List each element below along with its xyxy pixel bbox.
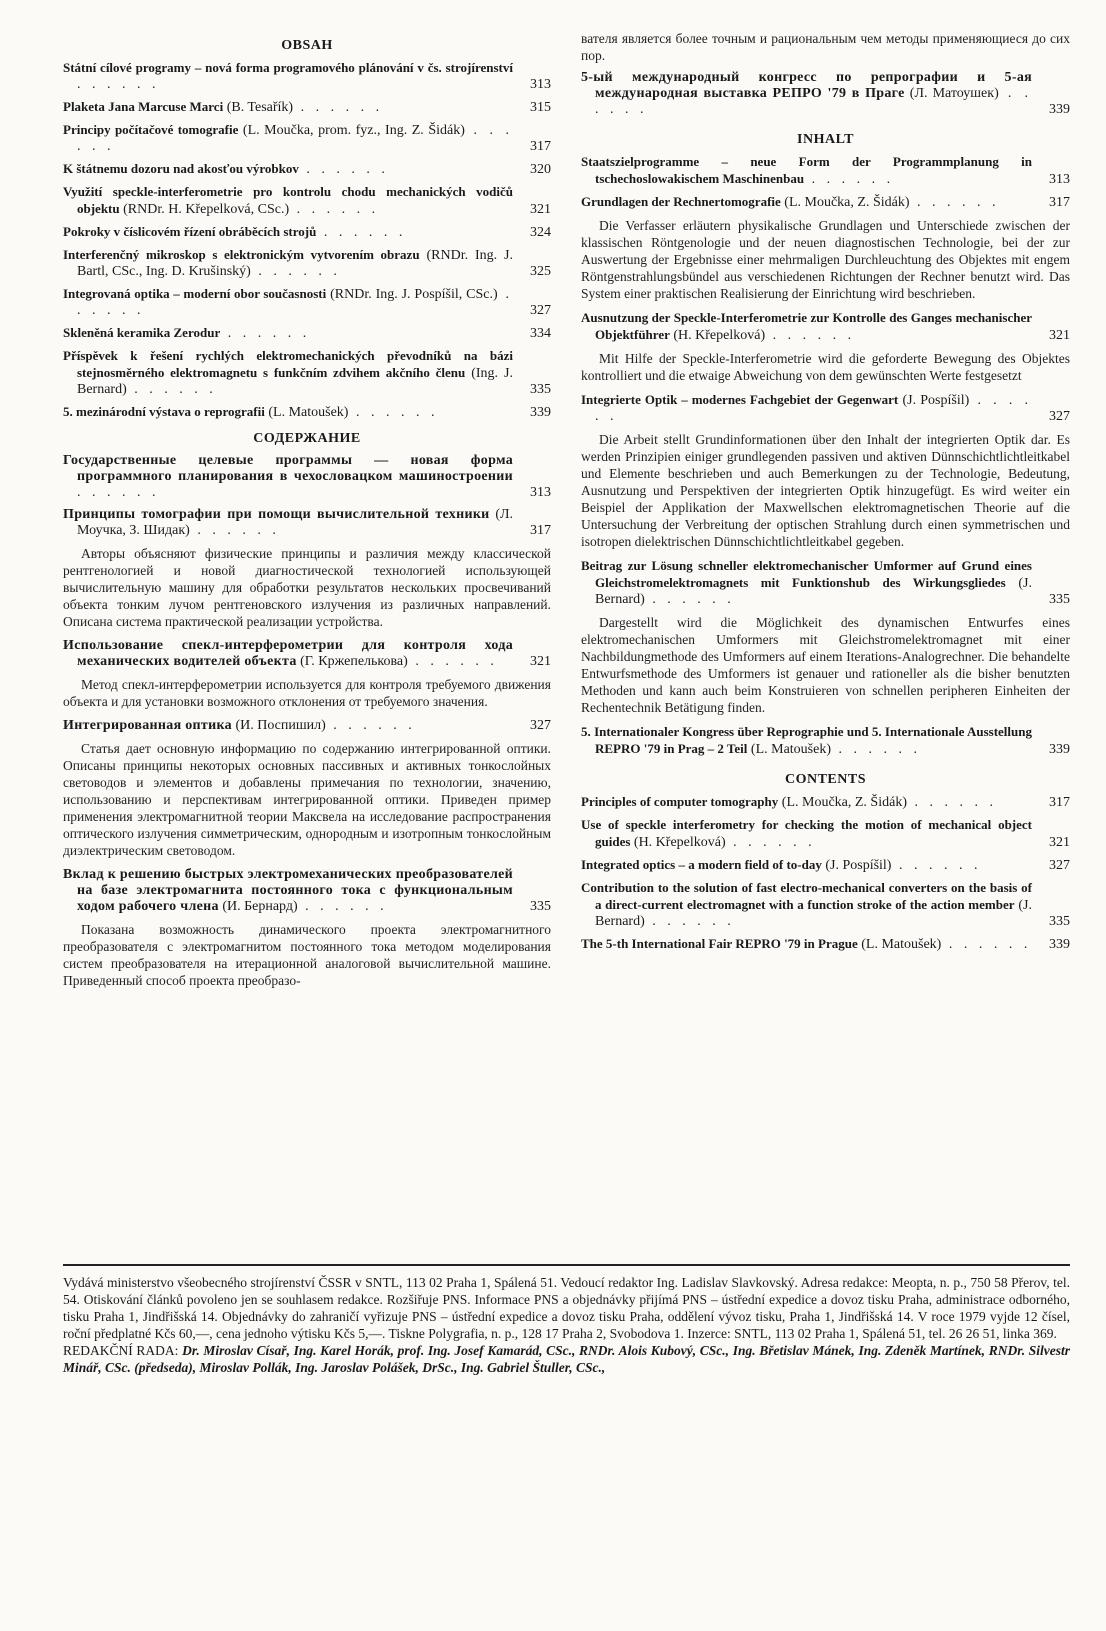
obsah-dot-leader: . . . . . .	[77, 287, 514, 318]
en-entry	[581, 794, 1070, 811]
en-entry-text	[581, 817, 1070, 851]
ru-entry-abstract: Метод спекл-интерферометрии используется для контроля требуемого движения объекта и для установки возможного отклонения от требуемого значения.	[63, 677, 551, 709]
contents-heading: CONTENTS	[784, 772, 867, 787]
soderzhanie-heading: СОДЕРЖАНИЕ	[253, 431, 361, 446]
de-entry-text	[581, 194, 1070, 211]
ru-dot-leader: . . . . . .	[407, 654, 498, 669]
contents-list	[581, 794, 1070, 953]
de-entry	[581, 310, 1070, 344]
ru-entry	[63, 718, 551, 734]
de-entry-text	[581, 558, 1070, 608]
de-entry-author: (L. Moučka, Z. Šidák)	[784, 195, 910, 210]
ru-entry-page: 317	[530, 523, 551, 538]
inhalt-heading: INHALT	[797, 132, 854, 147]
en-entry-page: 317	[1049, 795, 1070, 810]
obsah-entry-title: 5. mezinárodní výstava o reprografii	[63, 404, 265, 419]
obsah-entry-text	[63, 60, 551, 93]
obsah-entry	[63, 224, 551, 241]
ru-entry	[63, 867, 551, 915]
ru-entry-page: 313	[530, 485, 551, 500]
obsah-dot-leader: . . . . . .	[348, 405, 439, 420]
en-entry-author: (L. Moučka, Z. Šidák)	[781, 795, 907, 810]
ru-entry-abstract: Авторы объясняют физические принципы и различия между классической рентгенологией и новой диагностической технологией использующей вычислительную машину для обработки результатов нескольких просвечиваний объекта тонким лучом рентгеновского излучения из различных направлений. Описана система практической реализации устройства.	[63, 546, 551, 629]
de-entry-title: Grundlagen der Rechnertomografie	[581, 194, 781, 209]
obsah-entry-text	[63, 286, 551, 319]
obsah-entry-page: 339	[530, 405, 551, 420]
ru-entry-text	[581, 70, 1070, 118]
de-entry-title: Ausnutzung der Speckle-Interferometrie zur Kontrolle des Ganges mechanischer Objektführer	[581, 310, 1032, 342]
de-entry-text	[581, 392, 1070, 425]
obsah-entry-author: (RNDr. H. Křepelková, CSc.)	[123, 202, 290, 217]
obsah-dot-leader: . . . . . .	[298, 162, 389, 177]
ru-entry	[581, 70, 1070, 118]
ru-entry-text	[63, 867, 551, 915]
ru-dot-leader: . . . . . .	[297, 899, 388, 914]
de-entry-abstract: Dargestellt wird die Möglichkeit des dynamischen Entwurfes eines elektromechanischen Umformers mit Gleichstromelektromagnet mit einer Nachbildungmethode des Umformers auf einem Iterations-Analogrechner. Die behandelte Entwurfsmethode des Umformers ist genauer und rationeller als die bisher benutzten Methoden und kann auch beim Konstruieren von schnellen peripheren Einheiten der Rechentechnik Betätigung finden.	[581, 615, 1070, 715]
obsah-entry-title: K štátnemu dozoru nad akosťou výrobkov	[63, 161, 299, 176]
obsah-entry	[63, 60, 551, 93]
de-entry-abstract: Mit Hilfe der Speckle-Interferometrie wird die geforderte Bewegung des Objektes kontrolliert und die etwaige Abweichung von dem gewünschten Werte festgesetzt	[581, 351, 1070, 383]
de-entry	[581, 194, 1070, 211]
imprint-text: Vydává ministerstvo všeobecného strojírenství ČSSR v SNTL, 113 02 Praha 1, Spálená 51. Vedoucí redaktor Ing. Ladislav Slavkovský. Adresa redakce: Meopta, n. p., 750 58 Přerov, tel. 54. Otiskování článků povoleno jen se souhlasem redakce. Rozšiřuje PNS. Informace PNS a objednávky přijímá PNS – ústřední expedice a dovoz tisku Praha, administrace odborného, tisku Praha 1, Jindřišská 14. Objednávky do zahraničí vyřizuje PNS – ústřední expedice a dovoz tisku Praha, oddělení vývoz tisku, Praha 1, Jindřišská 14. V roce 1979 vyjde 12 čísel, roční předplatné Kčs 60,—, cena jednoho výtisku Kčs 5,—. Tiskne Polygrafia, n. p., 128 17 Praha 2, Svobodova 1. Inzerce: SNTL, 113 02 Praha 1, Spálená 51, tel. 26 26 51, linka 369.	[63, 1275, 1070, 1341]
en-entry-text	[581, 936, 1070, 953]
en-entry-text	[581, 857, 1070, 874]
obsah-entry-text	[63, 99, 551, 116]
de-entry-author: (H. Křepelková)	[673, 328, 766, 343]
obsah-entry-page: 315	[530, 100, 551, 115]
obsah-dot-leader: . . . . . .	[77, 123, 514, 154]
de-entry-text	[581, 310, 1070, 344]
de-entry-text	[581, 154, 1070, 188]
de-entry-abstract: Die Verfasser erläutern physikalische Grundlagen und Unterschiede zwischen der klassischen Röntgenologie und der neuen diagnostischen Technologie, bei der zur Auswertung der Ergebnisse einer mehrmaligen Durchleuchtung des Objektes mit engem Röntgenstrahlungsbündel aus verschiedenen Richtungen der Rechner benutzt wird. Das System einer praktischen Realisierung der Einrichtung wird beschrieben.	[581, 218, 1070, 301]
de-entry-page: 313	[1049, 172, 1070, 187]
en-entry-title: Use of speckle interferometry for checking the motion of mechanical object guides	[581, 817, 1032, 849]
en-entry	[581, 857, 1070, 874]
obsah-entry-title: Plaketa Jana Marcuse Marci	[63, 99, 224, 114]
ru-entry	[63, 507, 551, 539]
obsah-entry	[63, 184, 551, 218]
en-dot-leader: . . . . . .	[725, 835, 816, 850]
en-entry-page: 335	[1049, 914, 1070, 929]
en-entry-page: 339	[1049, 937, 1070, 952]
ru-entry-author: (Г. Кржепелькова)	[300, 654, 408, 669]
ru-entry-text	[63, 507, 551, 539]
obsah-entry-text	[63, 184, 551, 218]
ru-entry-text	[63, 718, 551, 734]
obsah-entry-page: 320	[530, 162, 551, 177]
obsah-entry-text	[63, 224, 551, 241]
de-entry-text	[581, 724, 1070, 758]
en-entry-author: (J. Bernard)	[595, 898, 1033, 929]
editorial-board-members: Dr. Miroslav Císař, Ing. Karel Horák, prof. Ing. Josef Kamarád, CSc., RNDr. Alois Kubový, CSc., Ing. Břetislav Mánek, Ing. Zdeněk Martínek, RNDr. Silvestr Minář, CSc. (předseda), Miroslav Pollák, Ing. Jaroslav Polášek, DrSc., Ing. Gabriel Štuller, CSc.,	[63, 1343, 1070, 1375]
obsah-entry-author: (B. Tesařík)	[226, 100, 294, 115]
obsah-entry-text	[63, 404, 551, 421]
en-dot-leader: . . . . . .	[891, 858, 982, 873]
obsah-entry-page: 313	[530, 77, 551, 92]
en-entry-title: The 5-th International Fair REPRO '79 in Prague	[581, 936, 858, 951]
en-entry-title: Principles of computer tomography	[581, 794, 779, 809]
obsah-dot-leader: . . . . . .	[77, 77, 160, 92]
en-entry-author: (J. Pospíšil)	[825, 858, 892, 873]
de-entry-page: 321	[1049, 328, 1070, 343]
editorial-board	[63, 1342, 1070, 1376]
de-entry-page: 335	[1049, 592, 1070, 607]
obsah-entry-author: (RNDr. Ing. J. Bartl, CSc., Ing. D. Krušinský)	[77, 248, 513, 279]
de-entry-title: Staatszielprogramme – neue Form der Programmplanung in tschechoslowakischem Maschinenbau	[581, 154, 1032, 186]
de-entry-author: (J. Bernard)	[595, 576, 1033, 607]
obsah-heading: OBSAH	[281, 38, 333, 53]
de-entry-title: Beitrag zur Lösung schneller elektromechanischer Umformer auf Grund eines Gleichstromelektromagnets mit Funktionshub des Wirkungsgliedes	[581, 558, 1032, 590]
obsah-dot-leader: . . . . . .	[316, 225, 407, 240]
footer-rule	[63, 1264, 1070, 1266]
ru-entry-page: 327	[530, 718, 551, 733]
ru-dot-leader: . . . . . .	[595, 86, 1032, 117]
ru-entry-text	[63, 453, 551, 501]
obsah-entry-text	[63, 247, 551, 280]
en-entry-author: (L. Matoušek)	[861, 937, 942, 952]
obsah-entry-author: (L. Moučka, prom. fyz., Ing. Z. Šidák)	[242, 123, 465, 138]
en-dot-leader: . . . . . .	[941, 937, 1032, 952]
ru-entry-title: Вклад к решению быстрых электромеханических преобразователей на базе электромагнита постоянного тока с функциональным ходом рабочего члена	[63, 867, 513, 914]
obsah-entry	[63, 161, 551, 178]
left-column	[63, 30, 551, 997]
obsah-entry-title: Příspěvek k řešení rychlých elektromechanických převodníků na bázi stejnosměrného elektromagnetu s funkčním zdvihem akčního členu	[63, 348, 513, 380]
ru-entry-page: 339	[1049, 102, 1070, 117]
en-entry-page: 327	[1049, 858, 1070, 873]
de-entry-page: 317	[1049, 195, 1070, 210]
obsah-entry-text	[63, 325, 551, 342]
obsah-list	[63, 60, 551, 421]
obsah-entry-title: Integrovaná optika – moderní obor současnosti	[63, 286, 327, 301]
obsah-entry-author: (Ing. J. Bernard)	[77, 366, 513, 397]
ru-entry-page: 321	[530, 654, 551, 669]
soderzhanie-extra	[581, 70, 1070, 118]
obsah-entry	[63, 99, 551, 116]
de-entry-page: 327	[1049, 409, 1070, 424]
en-entry	[581, 936, 1070, 953]
en-dot-leader: . . . . . .	[906, 795, 997, 810]
obsah-entry-title: Pokroky v číslicovém řízení obráběcích strojů	[63, 224, 317, 239]
ru-entry-title: 5-ый международный конгресс по репрографии и 5-ая международная выставка РЕПРО '79 в Праге	[581, 70, 1032, 101]
ru-entry-author: (И. Бернард)	[222, 899, 298, 914]
obsah-entry-page: 325	[530, 264, 551, 279]
de-entry-title: Integrierte Optik – modernes Fachgebiet der Gegenwart	[581, 392, 899, 407]
en-dot-leader: . . . . . .	[644, 914, 735, 929]
obsah-dot-leader: . . . . . .	[250, 264, 341, 279]
obsah-entry-text	[63, 161, 551, 178]
ru-dot-leader: . . . . . .	[77, 485, 160, 500]
de-dot-leader: . . . . . .	[595, 393, 1033, 424]
de-dot-leader: . . . . . .	[765, 328, 856, 343]
en-entry-text	[581, 880, 1070, 930]
en-entry-page: 321	[1049, 835, 1070, 850]
obsah-dot-leader: . . . . . .	[220, 326, 311, 341]
editorial-board-label: REDAKČNÍ RADA:	[63, 1343, 179, 1358]
obsah-entry	[63, 247, 551, 280]
ru-entry-author: (И. Поспишил)	[235, 718, 326, 733]
obsah-entry-text	[63, 122, 551, 155]
obsah-entry-author: (RNDr. Ing. J. Pospíšil, CSc.)	[330, 287, 498, 302]
obsah-entry-title: Využití speckle-interferometrie pro kontrolu chodu mechanických vodičů objektu	[63, 184, 513, 216]
ru-dot-leader: . . . . . .	[189, 523, 280, 538]
obsah-entry-text	[63, 348, 551, 398]
obsah-entry-page: 324	[530, 225, 551, 240]
en-entry	[581, 880, 1070, 930]
obsah-entry	[63, 122, 551, 155]
obsah-entry	[63, 348, 551, 398]
obsah-entry-author: (L. Matoušek)	[268, 405, 349, 420]
de-entry-page: 339	[1049, 742, 1070, 757]
obsah-entry	[63, 286, 551, 319]
de-dot-leader: . . . . . .	[804, 172, 895, 187]
ru-entry-author: (Л. Матоушек)	[909, 86, 999, 101]
de-entry-title: 5. Internationaler Kongress über Reprographie und 5. Internationale Ausstellung REPRO '79 in Prag – 2 Teil	[581, 724, 1032, 756]
soderzhanie-list	[63, 453, 551, 989]
inhalt-list	[581, 154, 1070, 758]
en-entry	[581, 817, 1070, 851]
de-entry	[581, 724, 1070, 758]
de-entry-author: (L. Matoušek)	[750, 742, 831, 757]
soderzhanie-continuation: вателя является более точным и рациональным чем методы применяющиеся до сих пор.	[581, 31, 1070, 63]
obsah-entry-title: Skleněná keramika Zerodur	[63, 325, 221, 340]
obsah-dot-leader: . . . . . .	[126, 382, 217, 397]
obsah-entry-page: 321	[530, 202, 551, 217]
ru-entry	[63, 453, 551, 501]
obsah-entry	[63, 325, 551, 342]
obsah-entry	[63, 404, 551, 421]
ru-entry-abstract: Показана возможность динамического проекта электромагнитного преобразователя с электромагнитом постоянного тока методом моделирования систем преобразователя на итерационной аналоговой вычислительной машине. Приведенный способ проекта преобразо-	[63, 922, 551, 988]
ru-entry-text	[63, 638, 551, 670]
en-entry-text	[581, 794, 1070, 811]
de-entry	[581, 154, 1070, 188]
obsah-entry-title: Státní cílové programy – nová forma programového plánování v čs. strojírenství	[63, 60, 513, 75]
obsah-entry-title: Interferenčný mikroskop s elektronickým vytvorením obrazu	[63, 247, 420, 262]
ru-entry-page: 335	[530, 899, 551, 914]
obsah-entry-page: 334	[530, 326, 551, 341]
en-entry-title: Integrated optics – a modern field of to-day	[581, 857, 822, 872]
ru-entry-title: Государственные целевые программы — новая форма программного планирования в чехословацком машиностроении	[63, 453, 513, 484]
obsah-dot-leader: . . . . . .	[289, 202, 380, 217]
ru-entry-author: (Л. Моучка, З. Шидак)	[77, 507, 513, 538]
de-entry	[581, 392, 1070, 425]
de-dot-leader: . . . . . .	[644, 592, 735, 607]
de-dot-leader: . . . . . .	[909, 195, 1000, 210]
obsah-entry-page: 335	[530, 382, 551, 397]
ru-entry	[63, 638, 551, 670]
obsah-entry-page: 317	[530, 139, 551, 154]
ru-dot-leader: . . . . . .	[325, 718, 416, 733]
de-entry-author: (J. Pospíšil)	[902, 393, 970, 408]
obsah-entry-page: 327	[530, 303, 551, 318]
de-entry-abstract: Die Arbeit stellt Grundinformationen über den Inhalt der integrierten Optik dar. Es werden Prinzipien einiger grundlegenden passiven und aktiven Dünnschichtlichtleitkabel und Elemente beschrieben und auch Bemerkungen zu der Technologie, Bedeutung, Ausnutzung und Perspektiven der integrierten Optik hinzugefügt. Es wird weiter ein Beispiel der Applikation der Maxwellschen elektromagnetischen Theorie auf die Untersuchung der Verbreitung der optischen Strahlung durch einen symmetrischen und isotropen dielektrischen Dünnschichtlichtleitkabel gegeben.	[581, 432, 1070, 549]
right-column	[581, 30, 1070, 959]
obsah-entry-title: Principy počítačové tomografie	[63, 122, 239, 137]
ru-entry-title: Принципы томографии при помощи вычислительной техники	[63, 507, 490, 522]
de-entry	[581, 558, 1070, 608]
en-entry-author: (H. Křepelková)	[633, 835, 726, 850]
ru-entry-title: Использование спекл-интерферометрии для контроля хода механических водителей объекта	[63, 638, 513, 669]
en-entry-title: Contribution to the solution of fast electro-mechanical converters on the basis of a direct-current electromagnet with a function stroke of the action member	[581, 880, 1032, 912]
imprint	[63, 1274, 1070, 1376]
ru-entry-abstract: Статья дает основную информацию по содержанию интегрированной оптики. Описаны принципы некоторых основных пассивных и активных тонкослойных световодов и элементов и добавлены примечания по технологии, значению, использованию и перспективам интегрированной оптики. Приведен пример применения электромагнитной теории Максвела на исследование распространения оптического излучения симметрическим, однородным и изотропным тонкослойным диэлектрическим световодом.	[63, 741, 551, 858]
de-dot-leader: . . . . . .	[831, 742, 921, 757]
obsah-dot-leader: . . . . . .	[293, 100, 384, 115]
ru-entry-title: Интегрированная оптика	[63, 718, 232, 733]
